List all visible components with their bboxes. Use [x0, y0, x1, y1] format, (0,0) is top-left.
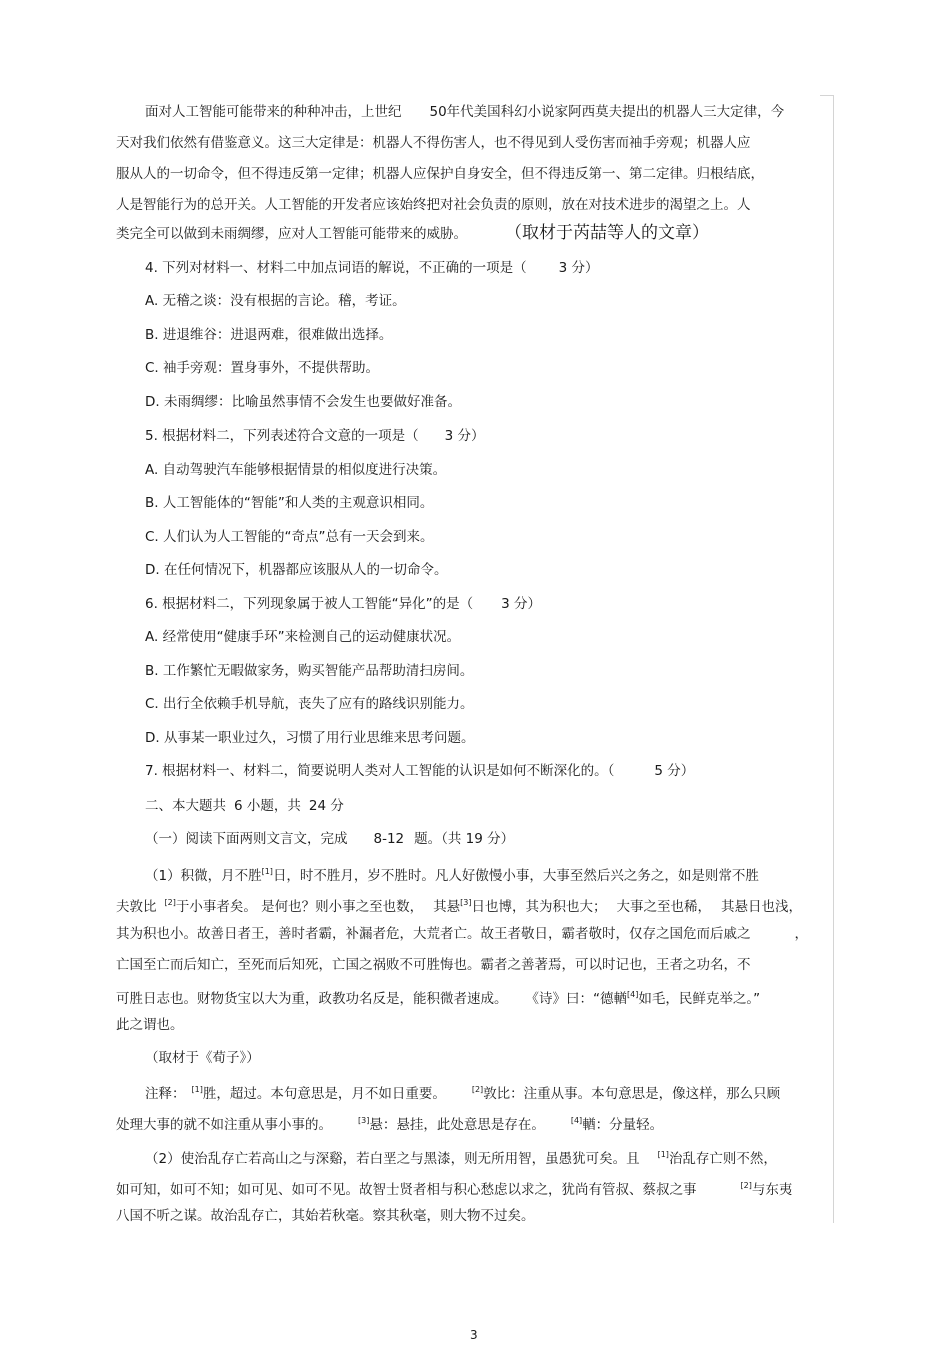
footnote-mark: [2]	[164, 898, 176, 907]
q5-option-b: B. 人工智能体的“智能”和人类的主观意识相同。	[145, 495, 434, 511]
q7-stem: 7. 根据材料一、材料二，简要说明人类对人工智能的认识是如何不断深化的。（ 5 分）	[145, 763, 695, 779]
page-border-top	[820, 95, 834, 96]
footnote-mark: [1]	[191, 1085, 203, 1094]
passage1-source: （取材于《荀子》）	[145, 1050, 260, 1066]
q6-stem: 6. 根据材料二，下列现象属于被人工智能“异化”的是（ 3 分）	[145, 596, 542, 612]
footnote-mark: [3]	[358, 1116, 370, 1125]
section2-heading: 二、本大题共 6 小题，共 24 分	[145, 798, 344, 814]
material2-line5: 类完全可以做到未雨绸缪，应对人工智能可能带来的威胁。 （取材于芮喆等人的文章）	[116, 223, 709, 243]
footnote-mark: [3]	[460, 898, 472, 907]
q4-option-d: D. 未雨绸缪：比喻虽然事情不会发生也要做好准备。	[145, 394, 461, 410]
q6-option-d: D. 从事某一职业过久，习惯了用行业思维来思考问题。	[145, 730, 475, 746]
notes-line2: 处理大事的就不如注重从事小事的。 [3]悬：悬挂，此处意思是存在。 [4]輶：分量轻。	[116, 1116, 664, 1133]
passage1-line3: 其为积也小。故善日者王，善时者霸，补漏者危，大荒者亡。故王者敬日，霸者敬时，仅存之国危而后戚之 ，	[116, 926, 808, 942]
passage2-line3: 八国不听之谋。故治乱存亡，其始若秋毫。察其秋毫，则大物不过矣。	[116, 1208, 535, 1224]
footnote-mark: [2]	[740, 1181, 752, 1190]
q5-stem: 5. 根据材料二，下列表述符合文意的一项是（ 3 分）	[145, 428, 485, 444]
footnote-mark: [1]	[657, 1150, 669, 1159]
q5-option-d: D. 在任何情况下，机器都应该服从人的一切命令。	[145, 562, 448, 578]
q6-option-b: B. 工作繁忙无暇做家务，购买智能产品帮助清扫房间。	[145, 663, 474, 679]
part1-heading: （一）阅读下面两则文言文，完成 8-12 题。（共 19 分）	[145, 831, 515, 847]
material2-line2: 天对我们依然有借鉴意义。这三大定律是：机器人不得伤害人，也不得见到人受伤害而袖手旁观；机器人应	[116, 135, 751, 151]
passage1-line2: 夫敦比 [2]于小事者矣。 是何也？则小事之至也数， 其悬[3]日也博，其为积也大； 大事之至也稀， 其悬日也浅，	[116, 898, 802, 915]
material2-line1: 面对人工智能可能带来的种种冲击，上世纪 50年代美国科幻小说家阿西莫夫提出的机器人三大定律，今	[145, 104, 785, 120]
footnote-mark: [4]	[627, 990, 639, 999]
passage1-line5: 可胜日志也。财物货宝以大为重，政教功名反是，能积微者速成。 《诗》曰：“德輶[4]如毛，民鲜克举之。”	[116, 990, 761, 1007]
q6-option-c: C. 出行全依赖手机导航，丧失了应有的路线识别能力。	[145, 696, 474, 712]
material2-line3: 服从人的一切命令，但不得违反第一定律；机器人应保护自身安全，但不得违反第一、第二定律。归根结底，	[116, 166, 764, 182]
passage1-line1: （1）积微，月不胜[1]日，时不胜月，岁不胜时。凡人好傲慢小事，大事至然后兴之务之，如是则常不胜	[145, 867, 759, 884]
footnote-mark: [2]	[471, 1085, 484, 1094]
page-border-right	[833, 95, 834, 1223]
passage2-line1: （2）使治乱存亡若高山之与深谿，若白垩之与黑漆，则无所用智，虽愚犹可矣。且 [1]治乱存亡则不然，	[145, 1150, 777, 1167]
q4-option-b: B. 进退维谷：进退两难，很难做出选择。	[145, 327, 393, 343]
footnote-mark: [1]	[261, 867, 273, 876]
passage2-line2: 如可知，如可不知；如可见、如可不见。故智士贤者相与积心愁虑以求之，犹尚有管叔、蔡叔之事 [2]与东夷	[116, 1181, 793, 1198]
q4-option-a: A. 无稽之谈：没有根据的言论。稽，考证。	[145, 293, 406, 309]
passage1-line4: 亡国至亡而后知亡，至死而后知死，亡国之祸败不可胜悔也。霸者之善著焉，可以时记也，王者之功名，不	[116, 957, 751, 973]
notes-line1: 注释： [1]胜，超过。本句意思是，月不如日重要。 [2]敦比：注重从事。本句意思是，像这样，那么只顾	[145, 1085, 781, 1102]
q6-option-a: A. 经常使用“健康手环”来检测自己的运动健康状况。	[145, 629, 461, 645]
q4-stem: 4. 下列对材料一、材料二中加点词语的解说，不正确的一项是（ 3 分）	[145, 260, 599, 276]
passage1-line6: 此之谓也。	[116, 1017, 184, 1033]
q5-option-c: C. 人们认为人工智能的“奇点”总有一天会到来。	[145, 529, 434, 545]
material2-source: （取材于芮喆等人的文章）	[505, 223, 709, 243]
footnote-mark: [4]	[570, 1116, 583, 1125]
material2-line4: 人是智能行为的总开关。人工智能的开发者应该始终把对社会负责的原则，放在对技术进步的渴望之上。人	[116, 197, 751, 213]
page-number: 3	[470, 1328, 478, 1342]
q4-option-c: C. 袖手旁观：置身事外，不提供帮助。	[145, 360, 380, 376]
q5-option-a: A. 自动驾驶汽车能够根据情景的相似度进行决策。	[145, 462, 447, 478]
